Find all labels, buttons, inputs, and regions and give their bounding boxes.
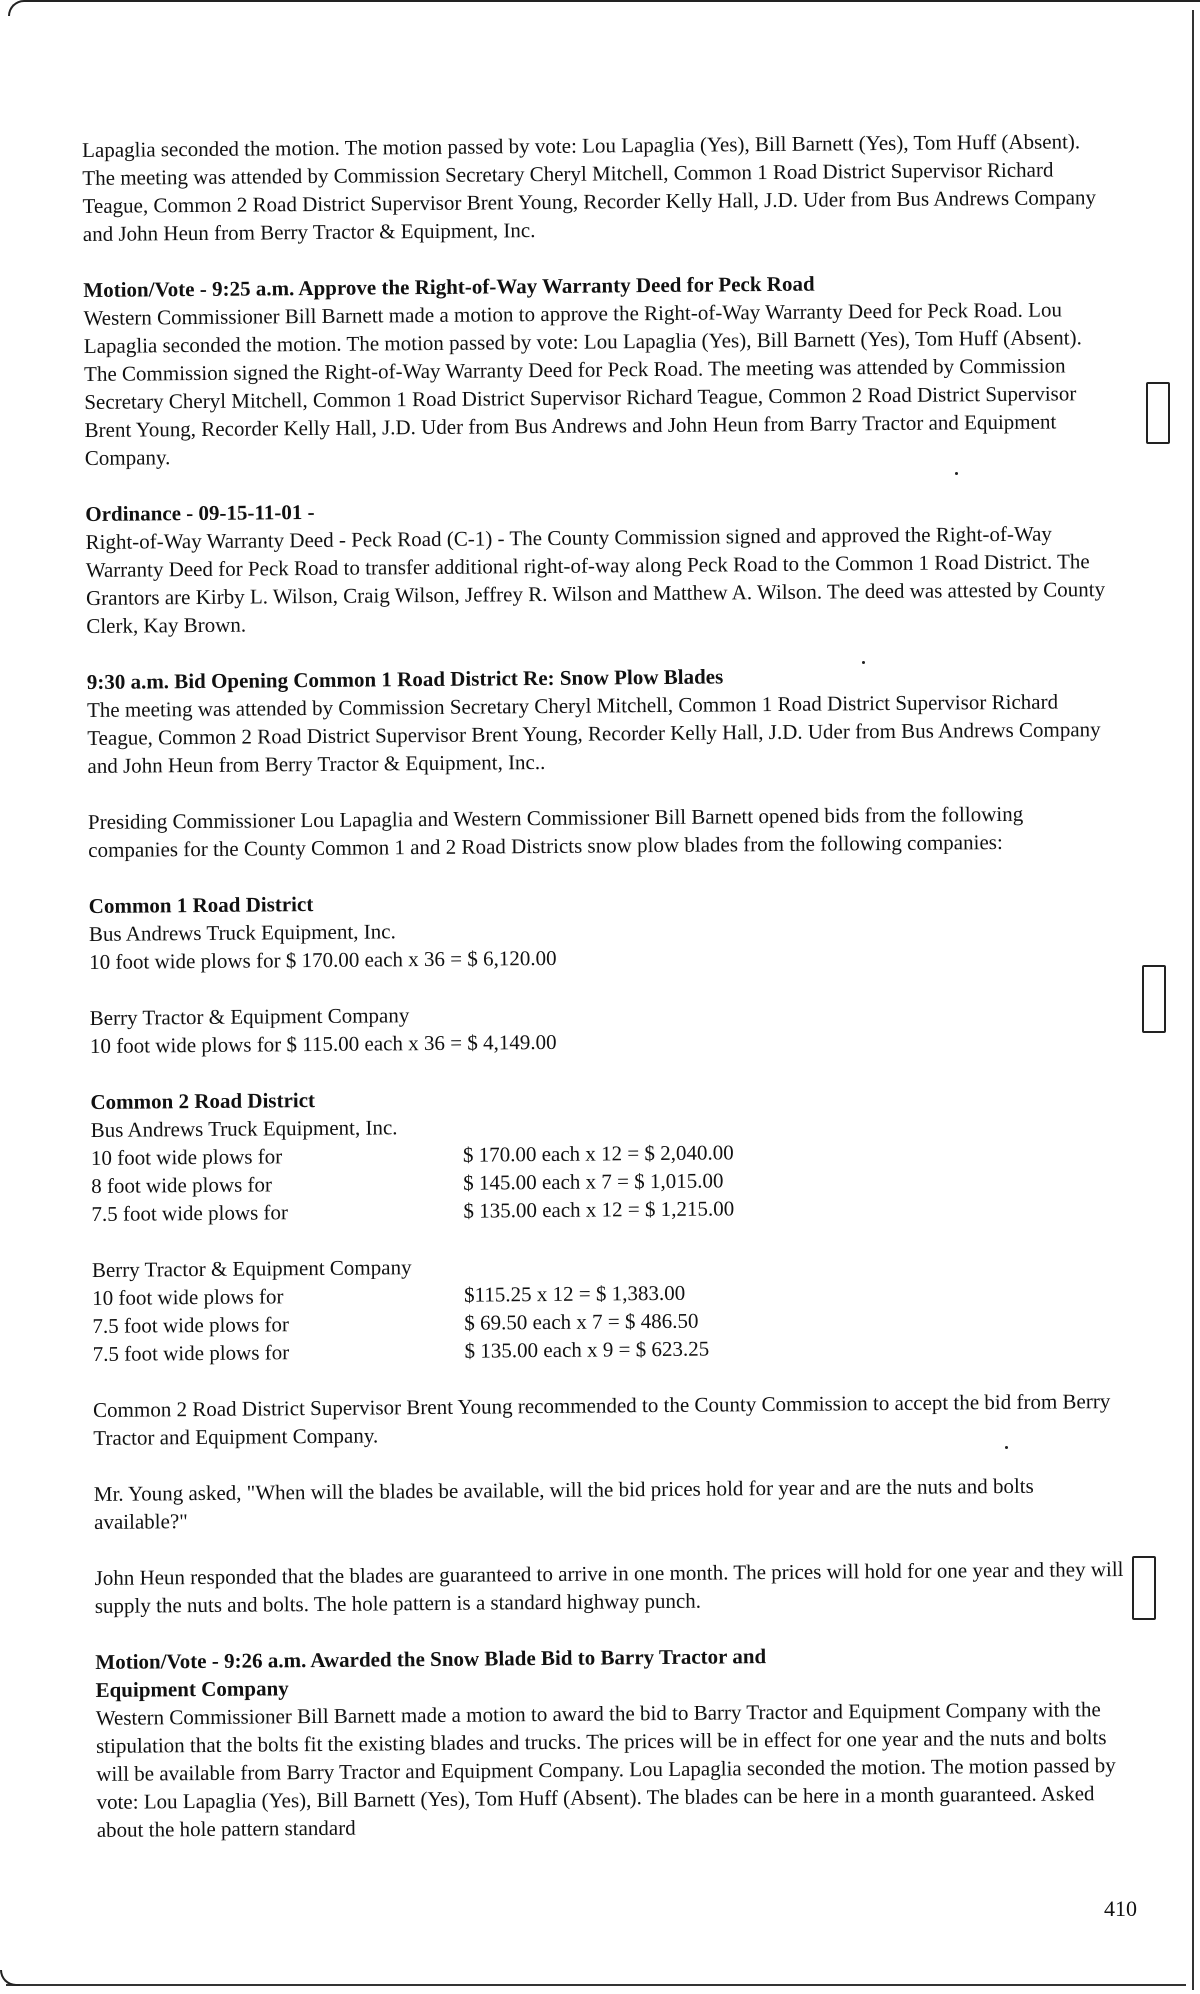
page-edge-right [1192,10,1194,1990]
bid-price: $ 135.00 each x 9 = $ 623.25 [464,1336,710,1363]
award-section [95,1639,1127,1844]
bid-company: Berry Tractor & Equipment Company [89,1003,410,1030]
award-heading-line2: Equipment Company [95,1676,289,1702]
document-body [82,127,1127,1872]
bid-price-table [91,1138,735,1228]
bid-item: 10 foot wide plows for [90,1144,283,1170]
bid-item: 7.5 foot wide plows for [92,1312,290,1338]
common2-bid [91,1107,1122,1228]
award-heading-line1: Motion/Vote - 9:26 a.m. Awarded the Snow Blade Bid to Barry Tractor and [95,1644,767,1674]
bid-item: 10 foot wide plows for [92,1284,284,1310]
bid-company: Berry Tractor & Equipment Company [91,1255,412,1282]
page-edge-top [8,0,1200,16]
common2-section [90,1079,1122,1368]
bid-opening-intro: Presiding Commissioner Lou Lapaglia and Western Commissioner Bill Barnett opened bids from the following companies for the County Common 1 and 2 Road Districts snow plow blades from the following companies: [87,801,1024,862]
ordinance-body: Right-of-Way Warranty Deed - Peck Road (C-1) - The County Commission signed and approved the Right-of-Way Warranty Deed for Peck Road to transfer additional right-of-way along Peck Road to the Common 1 Road District. The Grantors are Kirby L. Wilson, Craig Wilson, Jeffrey R. Wilson and Matthew A. Wilson. The deed was attested by County Clerk, Kay Brown. [85,521,1106,638]
margin-tab-mark [1132,1556,1156,1620]
common1-bid [89,911,1119,976]
common1-bid [90,995,1120,1060]
response-paragraph: John Heun responded that the blades are guaranteed to arrive in one month. The prices will hold for one year and they will supply the nuts and bolts. The hole pattern is a standard highway punch. [94,1556,1124,1618]
bid-price: $ 145.00 each x 7 = $ 1,015.00 [463,1168,724,1195]
bid-line: 10 foot wide plows for $ 170.00 each x 36 = $ 6,120.00 [89,945,557,974]
bid-price: $ 170.00 each x 12 = $ 2,040.00 [462,1140,734,1167]
bid-company: Bus Andrews Truck Equipment, Inc. [90,1115,398,1142]
warranty-deed-section [83,267,1115,472]
common1-heading: Common 1 Road District [88,892,314,918]
ordinance-heading: Ordinance - 09-15-11-01 - [85,499,315,526]
bid-price: $ 135.00 each x 12 = $ 1,215.00 [463,1196,735,1223]
bid-item: 8 foot wide plows for [91,1172,273,1198]
warranty-deed-heading: Motion/Vote - 9:25 a.m. Approve the Right-of-Way Warranty Deed for Peck Road [83,271,815,302]
page-edge-bottom [6,1984,1186,1986]
bid-item: 7.5 foot wide plows for [92,1340,290,1366]
common2-bid [92,1247,1123,1368]
bid-opening-body: The meeting was attended by Commission Secretary Cheryl Mitchell, Common 1 Road District Supervisor Richard Teague, Common 2 Road District Supervisor Brent Young, Recorder Kelly Hall, J.D. Uder from Bus Andrews Company and John Heun from Berry Tractor & Equipment, Inc.. [86,689,1101,778]
bid-opening-heading: 9:30 a.m. Bid Opening Common 1 Road District Re: Snow Plow Blades [86,664,724,694]
bid-line: 10 foot wide plows for $ 115.00 each x 36 = $ 4,149.00 [89,1029,557,1058]
warranty-deed-body: Western Commissioner Bill Barnett made a motion to approve the Right-of-Way Warranty Deed for Peck Road. Lou Lapaglia seconded the motion. The motion passed by vote: Lou Lapaglia (Yes), Bill Barnett (Yes), Tom Huff (Absent). The Commission signed the Right-of-Way Warranty Deed for Peck Road. The meeting was attended by Commission Secretary Cheryl Mitchell, Common 1 Road District Supervisor Richard Teague, Common 2 Road District Supervisor Brent Young, Recorder Kelly Hall, J.D. Uder from Bus Andrews and John Heun from Barry Tractor and Equipment Company. [83,297,1082,470]
page-edge-curl [0,1970,20,1986]
bid-price-table [92,1279,709,1368]
award-body: Western Commissioner Bill Barnett made a motion to award the bid to Barry Tractor and Equipment Company with the stipulation that the bolts fit the existing blades and trucks. The prices will be in effect for one year and the nuts and bolts will be available from Barry Tractor and Equipment Company. Lou Lapaglia seconded the motion. The motion passed by vote: Lou Lapaglia (Yes), Bill Barnett (Yes), Tom Huff (Absent). The blades can be here in a month guaranteed. Asked about the hole pattern standard [95,1697,1116,1842]
common2-heading: Common 2 Road District [90,1088,316,1114]
bid-company: Bus Andrews Truck Equipment, Inc. [88,919,396,946]
margin-tab-mark [1146,382,1170,444]
ordinance-section [85,491,1116,640]
common1-section [89,883,1120,1060]
bid-price: $ 69.50 each x 7 = $ 486.50 [464,1308,699,1335]
margin-tab-mark [1142,965,1166,1033]
bid-price: $115.25 x 12 = $ 1,383.00 [464,1280,686,1307]
bid-item: 7.5 foot wide plows for [91,1200,289,1226]
question-paragraph: Mr. Young asked, "When will the blades be available, will the bid prices hold for year and are the nuts and bolts available?" [93,1473,1034,1534]
table-row [91,1194,734,1228]
page-number: 410 [1104,1896,1137,1921]
bid-opening-section [87,659,1118,780]
recommendation-paragraph: Common 2 Road District Supervisor Brent Young recommended to the County Commission to accept the bid from Berry Tractor and Equipment Company. [93,1389,1111,1450]
table-row [93,1335,710,1368]
opening-paragraph: Lapaglia seconded the motion. The motion passed by vote: Lou Lapaglia (Yes), Bill Barnett (Yes), Tom Huff (Absent). The meeting was attended by Commission Secretary Cheryl Mitchell, Common 1 Road District Supervisor Richard Teague, Common 2 Road District Supervisor Brent Young, Recorder Kelly Hall, J.D. Uder from Bus Andrews Company and John Heun from Berry Tractor & Equipment, Inc. [82,129,1097,246]
